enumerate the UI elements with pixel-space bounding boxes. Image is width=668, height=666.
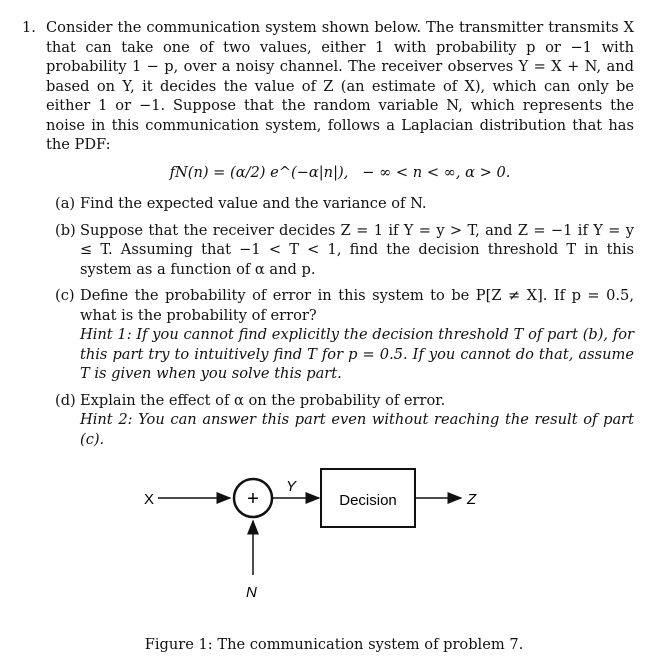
input-label-x: X — [144, 491, 155, 508]
hint-1: Hint 1: If you cannot find explicitly the decision threshold T of part (b), for this part try to intuitively find T for p = 0.5. If you cannot do that, assume T is given when you solve this part. — [80, 326, 634, 382]
part-c — [55, 286, 634, 384]
part-b — [55, 221, 634, 280]
part-text: Suppose that the receiver decides Z = 1 if Y = y > T, and Z = −1 if Y = y ≤ T. Assuming that −1 < T < 1, find the decision threshold T in this system as a function of α and p. — [80, 221, 634, 278]
diagram-svg — [136, 466, 492, 606]
part-letter: (b) — [55, 221, 76, 239]
problem-1 — [22, 18, 634, 456]
part-text: Find the expected value and the variance of N. — [80, 195, 427, 212]
output-label-z: Z — [467, 491, 477, 508]
decision-label: Decision — [339, 492, 397, 509]
part-text: Explain the effect of α on the probability of error. — [80, 391, 446, 409]
adder-plus-symbol: + — [247, 488, 259, 510]
hint-2: Hint 2: You can answer this part even without reaching the result of part (c). — [80, 411, 634, 448]
block-diagram — [136, 466, 492, 606]
part-text: Define the probability of error in this system to be P[Z ≠ X]. If p = 0.5, what is the probability of error? — [80, 287, 634, 324]
problem-number: 1. — [22, 19, 36, 36]
part-letter: (d) — [55, 391, 76, 409]
noise-label-n: N — [246, 584, 257, 601]
problem-intro: Consider the communication system shown below. The transmitter transmits X that can take one of two values, either 1 with probability p or −1 with probability 1 − p, over a noisy channel. The receiver observes Y = X + N, and based on Y, it decides the value of Z (an estimate of X), which can only be either 1 or −1. Suppose that the random variable N, which represents the noise in this communication system, follows a Laplacian distribution that has the PDF: — [46, 19, 634, 153]
part-letter: (a) — [55, 195, 76, 212]
problem-parts — [55, 194, 634, 449]
y-label: Y — [286, 478, 297, 495]
part-letter: (c) — [55, 287, 75, 304]
pdf-equation: fN(n) = (α/2) e^(−α|n|), − ∞ < n < ∞, α > 0. — [169, 163, 511, 181]
figure-caption: Figure 1: The communication system of problem 7. — [144, 636, 524, 653]
part-d — [55, 391, 634, 450]
part-a — [55, 194, 634, 214]
